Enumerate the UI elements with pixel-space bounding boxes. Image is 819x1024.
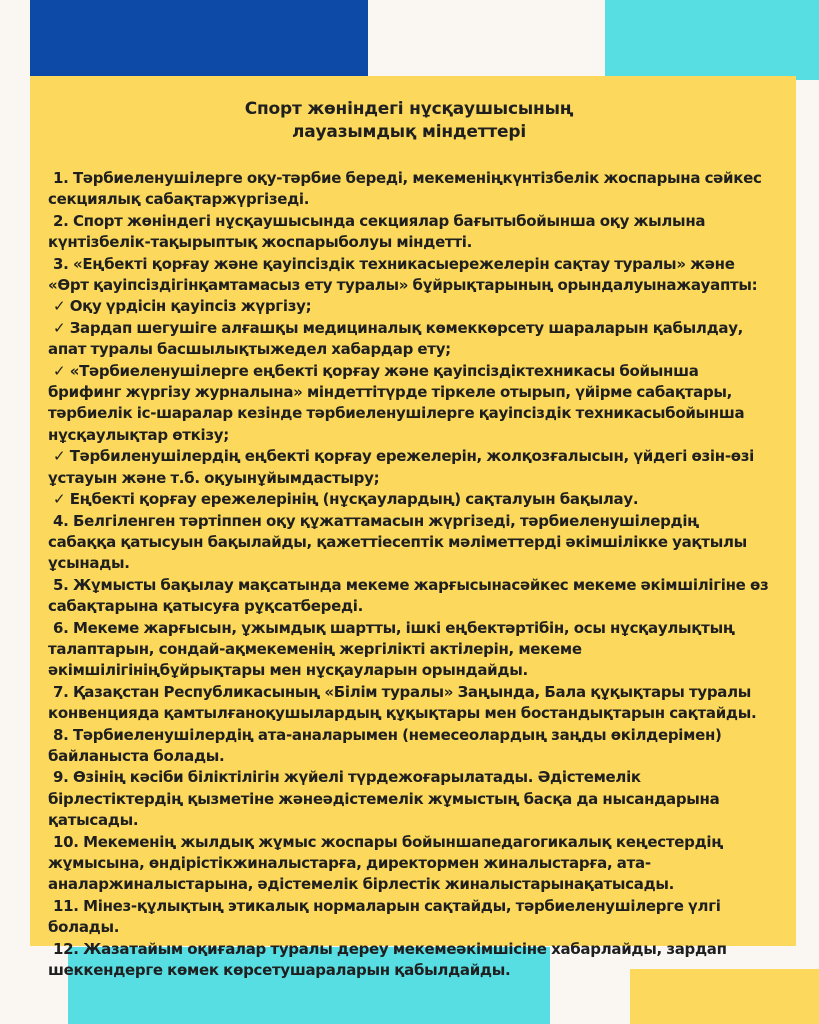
duty-item-12: 12. Жазатайым оқиғалар туралы дереу мекемеәкімшісіне хабарлайды, зардап шеккендерге көмек көрсетушараларын қабылдайды. (48, 939, 727, 980)
duty-item-10: 10. Мекеменің жылдық жұмыс жоспары бойыншапедагогикалық кеңестердің жұмысына, өндірістікжиналыстарға, директормен жиналыстарға, ата-аналаржиналыстарына, әдістемелік бірлестік жиналыстарынақатысады. (48, 832, 724, 894)
duty-item-2: 2. Спорт жөніндегі нұсқаушысында секциялар бағытыбойынша оқу жылына күнтізбелік-тақырыптық жоспарыболуы міндетті. (48, 211, 706, 252)
duty-check-item-1: ✓ Оқу үрдісін қауіпсіз жүргізу; (53, 297, 312, 316)
duty-check-item-4: ✓ Тәрбиленушілердің еңбекті қорғау ережелерін, жолқозғалысын, үйдегі өзін-өзі ұстауын және т.б. оқуынұйымдастыру; (48, 447, 755, 487)
duty-item-7: 7. Қазақстан Республикасының «Білім туралы» Заңында, Бала құқықтары туралы конвенцияда қамтылғаноқушылардың құқықтары мен бостандықтарын сақтайды. (48, 682, 757, 723)
duties-list (48, 168, 770, 981)
duty-check-item-2: ✓ Зардап шегушіге алғашқы медициналық көмеккөрсету шараларын қабылдау, апат туралы басшылықтыжедел хабардар ету; (48, 318, 744, 359)
duty-check-item-5: ✓ Еңбекті қорғау ережелерінің (нұсқаулардың) сақталуын бақылау. (53, 490, 639, 509)
duty-check-item-3: ✓ «Тәрбиеленушілерге еңбекті қорғау және қауіпсіздіктехникасы бойынша брифинг жүргізу журналына» міндеттітүрде тіркеле отырып, үйірме сабақтары, тәрбиелік іс-шаралар кезінде тәрбиеленушілерге қауіпсіздік техникасыбойынша нұсқаулықтар өткізу; (48, 361, 745, 444)
page-title-line-2: лауазымдық міндеттері (292, 122, 526, 142)
decor-cyan-rect-top-right (605, 0, 819, 80)
duty-item-3: 3. «Еңбекті қорғау және қауіпсіздік техникасыережелерін сақтау туралы» және «Өрт қауіпсіздігінқамтамасыз ету туралы» бұйрықтарының орындалуынажауапты: (48, 254, 758, 295)
duty-item-5: 5. Жұмысты бақылау мақсатында мекеме жарғысынасәйкес мекеме әкімшілігіне өз сабақтарына қатысуға рұқсатбереді. (48, 575, 769, 616)
duty-item-1: 1. Тәрбиеленушілерге оқу-тәрбие береді, мекеменіңкүнтізбелік жоспарына сәйкес секциялық сабақтаржүргізеді. (48, 169, 762, 209)
duty-item-6: 6. Мекеме жарғысын, ұжымдық шартты, ішкі еңбектәртібін, осы нұсқаулықтың талаптарын, сондай-ақмекеменің жергілікті актілерін, мекеме әкімшілігініңбұйрықтары мен нұсқауларын орындайды. (48, 618, 735, 680)
duties-card (30, 76, 796, 980)
duty-item-4: 4. Белгіленген тәртіппен оқу құжаттамасын жүргізеді, тәрбиеленушілердің сабаққа қатысуын бақылайды, қажеттіесептік мәліметтерді әкімшілікке уақтылы ұсынады. (48, 511, 747, 573)
duty-item-9: 9. Өзінің кәсіби біліктілігін жүйелі түрдежоғарылатады. Әдістемелік бірлестіктердің қызметіне жәнеәдістемелік жұмыстың басқа да нысандарына қатысады. (48, 768, 720, 830)
page-title-line-1: Спорт жөніндегі нұсқаушысының (244, 99, 574, 119)
decor-blue-rect-top-left (30, 0, 368, 78)
duty-item-11: 11. Мінез-құлықтың этикалық нормаларын сақтайды, тәрбиеленушілерге үлгі болады. (48, 896, 721, 937)
page-title (48, 98, 770, 144)
duty-item-8: 8. Тәрбиеленушілердің ата-аналарымен (немесеолардың заңды өкілдерімен) байланыста болады. (48, 725, 722, 765)
